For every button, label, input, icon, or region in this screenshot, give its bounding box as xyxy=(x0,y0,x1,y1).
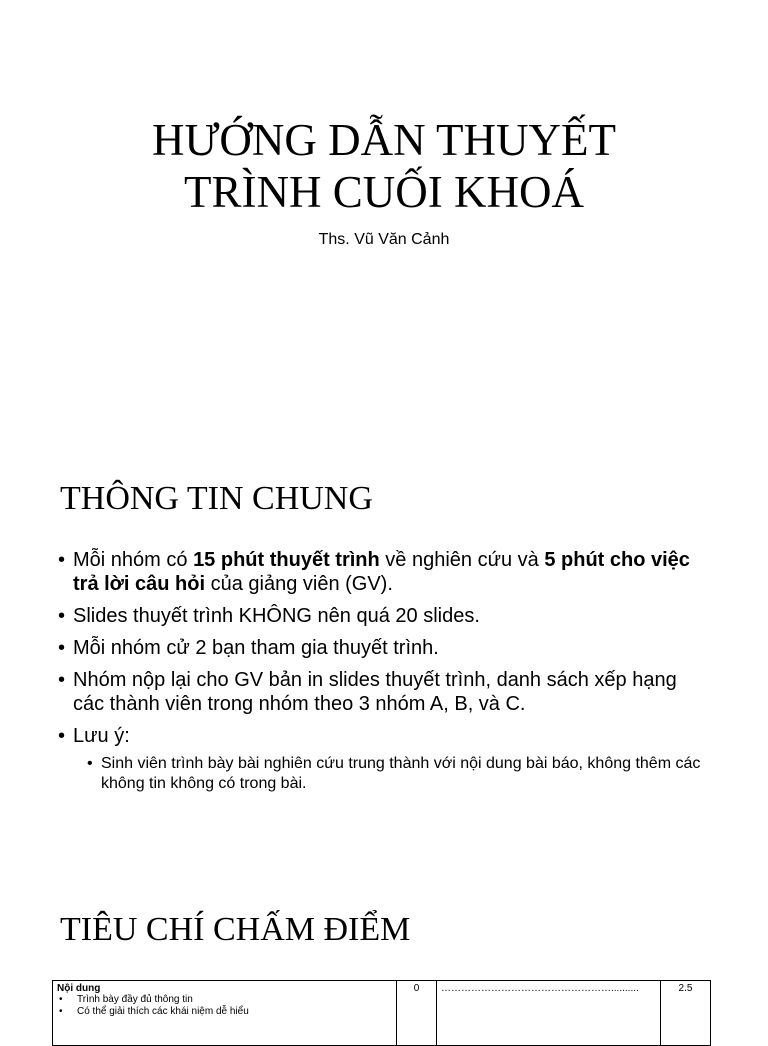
criteria-score-blank: …………………………………………….......... xyxy=(437,981,661,1046)
section-heading-general-info: THÔNG TIN CHUNG xyxy=(60,480,373,517)
bullet-text: Slides thuyết trình KHÔNG nên quá 20 slides. xyxy=(73,605,480,627)
criteria-min-score: 0 xyxy=(397,981,437,1046)
slide-title-line-1: HƯỚNG DẪN THUYẾT xyxy=(151,115,617,165)
list-item: • Có thể giải thích các khái niệm dễ hiểu xyxy=(57,1006,392,1018)
bullet-text: Mỗi nhóm có xyxy=(73,549,194,571)
bullet-text: về nghiên cứu và xyxy=(379,549,545,571)
bullet-emphasis: 15 phút thuyết trình xyxy=(193,549,380,571)
slide-title xyxy=(0,114,768,218)
list-item xyxy=(58,668,708,716)
sub-bullet-text: Sinh viên trình bày bài nghiên cứu trung thành với nội dung bài báo, không thêm các không tin không có trong bài. xyxy=(101,755,701,792)
criteria-content-cell xyxy=(53,981,397,1046)
criteria-table xyxy=(52,980,711,1046)
list-item xyxy=(58,636,708,660)
author: Ths. Vũ Văn Cảnh xyxy=(318,231,450,248)
sub-list-item xyxy=(73,754,708,794)
bullet-text: của giảng viên (GV). xyxy=(205,573,393,595)
bullet-text: Mỗi nhóm cử 2 bạn tham gia thuyết trình. xyxy=(73,637,439,659)
slide-title-line-2: TRÌNH CUỐI KHOÁ xyxy=(184,167,584,217)
bullet-emphasis: 5 phút cho việc trả lời câu hỏi xyxy=(73,549,690,595)
list-item: • Trình bày đầy đủ thông tin xyxy=(57,994,392,1006)
criteria-title: Nội dung xyxy=(57,983,101,994)
general-info-list xyxy=(58,548,708,802)
list-item xyxy=(58,604,708,628)
criteria-items xyxy=(57,994,392,1018)
table-row xyxy=(53,981,711,1046)
list-item xyxy=(58,548,708,596)
note-list xyxy=(73,754,708,794)
list-item xyxy=(58,724,708,794)
bullet-text: Lưu ý: xyxy=(73,725,130,747)
criteria-max-score: 2.5 xyxy=(661,981,711,1046)
section-heading-criteria: TIÊU CHÍ CHẤM ĐIỂM xyxy=(60,911,411,948)
bullet-text: Nhóm nộp lại cho GV bản in slides thuyết trình, danh sách xếp hạng các thành viên trong nhóm theo 3 nhóm A, B, và C. xyxy=(73,669,677,715)
